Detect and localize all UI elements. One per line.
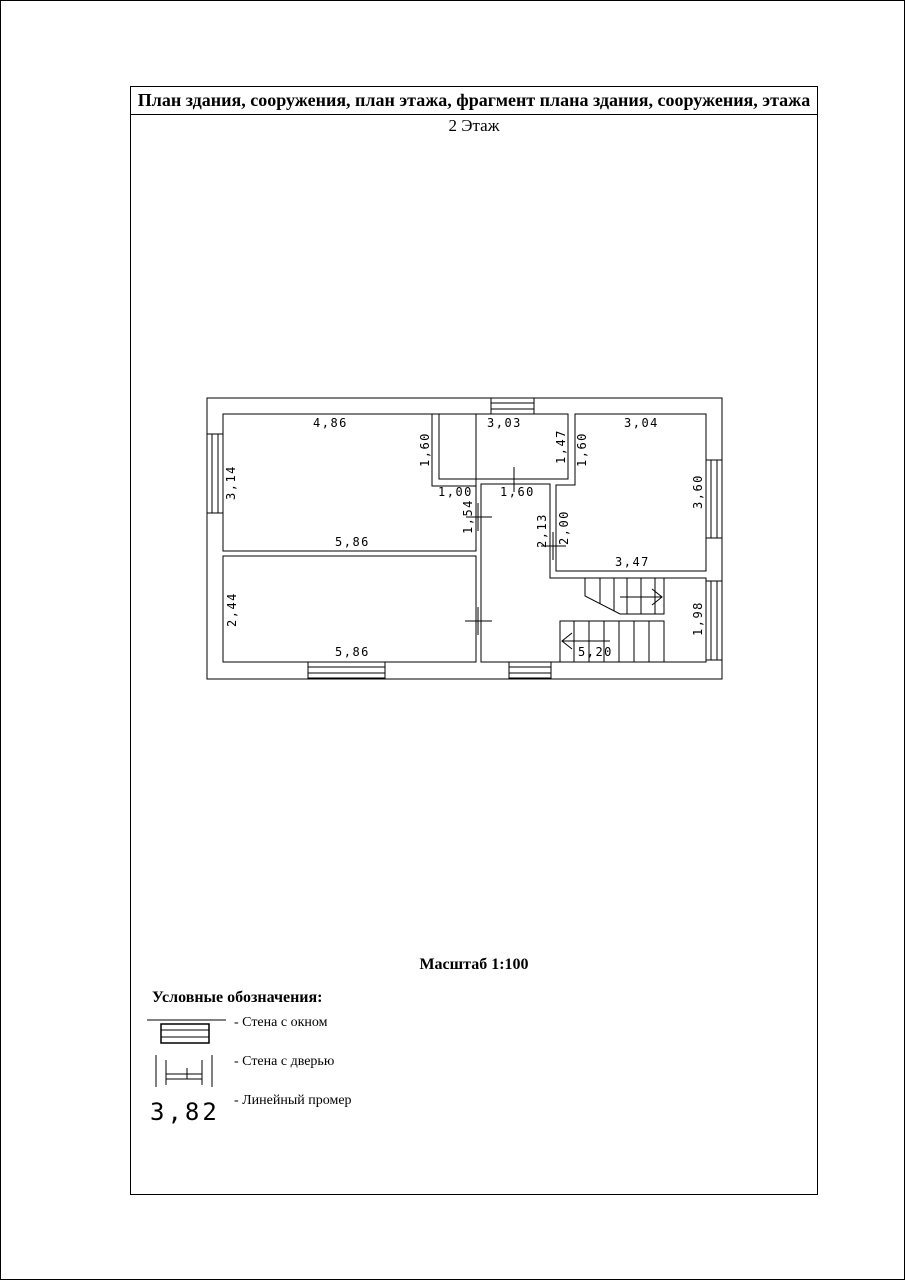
- window-right-lower: [706, 581, 722, 660]
- window-bottom-right: [509, 662, 551, 678]
- legend-title: Условные обозначения:: [152, 989, 323, 1006]
- dim-partition-width: 1,00: [438, 485, 473, 499]
- dim-room3-bottom: 3,47: [615, 555, 650, 569]
- document-title: План здания, сооружения, план этажа, фрагмент плана здания, сооружения, этажа: [131, 87, 817, 115]
- door-room-4: [465, 607, 492, 635]
- scale-label: Масштаб 1:100: [419, 956, 529, 973]
- dim-stairs-right: 1,98: [691, 601, 705, 636]
- dim-room1-top: 4,86: [313, 416, 348, 430]
- legend-window-label: - Стена с окном: [234, 1015, 328, 1030]
- window-top: [491, 398, 534, 414]
- hall-with-stairs: [481, 484, 706, 662]
- dim-room3-notch: 1,60: [575, 432, 589, 467]
- legend-window-symbol: [147, 1020, 226, 1043]
- legend-dimension-sample: 3,82: [150, 1098, 220, 1126]
- dim-hall-bottom: 5,20: [578, 645, 613, 659]
- dim-room1-bottom: 5,86: [335, 535, 370, 549]
- outer-wall: [207, 398, 722, 679]
- room-1: [223, 414, 476, 551]
- window-right-upper: [706, 460, 722, 538]
- legend-door-symbol: [156, 1055, 212, 1087]
- floor-name: 2 Этаж: [448, 116, 500, 135]
- dim-room2-top: 3,03: [487, 416, 522, 430]
- legend-dimension-label: - Линейный промер: [234, 1093, 352, 1108]
- dim-hall-right: 2,13: [535, 513, 549, 548]
- dim-room3-right: 3,60: [691, 474, 705, 509]
- dim-hall-top: 1,60: [500, 485, 535, 499]
- dim-hall-left: 1,54: [461, 499, 475, 534]
- dim-room4-bottom: 5,86: [335, 645, 370, 659]
- dim-room3-left: 2,00: [557, 510, 571, 545]
- dim-room1-left: 3,14: [224, 465, 238, 500]
- dim-room3-top: 3,04: [624, 416, 659, 430]
- dim-room2-right: 1,47: [554, 429, 568, 464]
- legend-door-label: - Стена с дверью: [234, 1054, 335, 1069]
- window-left: [207, 434, 223, 513]
- dim-room4-left: 2,44: [225, 592, 239, 627]
- dim-partition-height: 1,60: [418, 432, 432, 467]
- window-bottom-left: [308, 662, 385, 678]
